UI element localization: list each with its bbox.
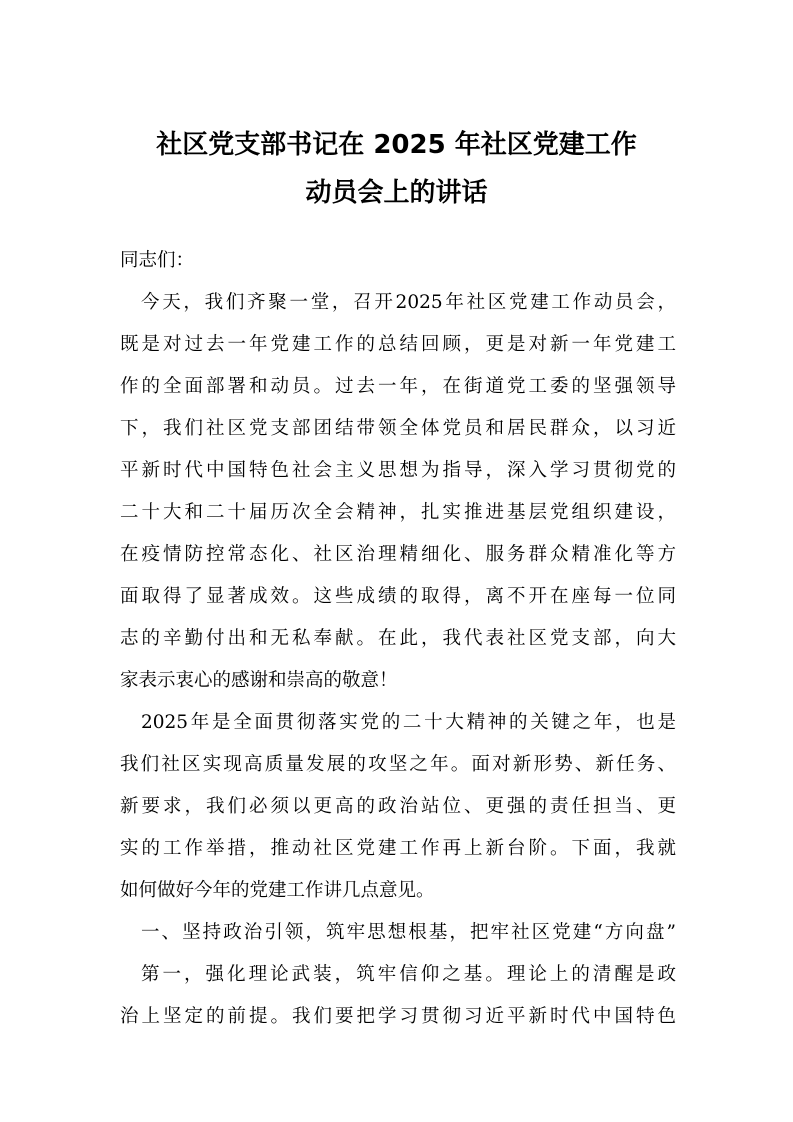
paragraph-line: 2025年是全面贯彻落实党的二十大精神的关键之年，也是 [141,712,676,733]
paragraph-line: 实的工作举措，推动社区党建工作再上新台阶。下面，我就 [120,838,676,859]
paragraph-line: 二十大和二十届历次全会精神，扎实推进基层党组织建设， [120,502,676,523]
paragraph-line: 下，我们社区党支部团结带领全体党员和居民群众，以习近 [120,418,676,439]
paragraph-line: 面取得了显著成效。这些成绩的取得，离不开在座每一位同 [120,586,676,607]
paragraph-line: 在疫情防控常态化、社区治理精细化、服务群众精准化等方 [120,544,676,565]
paragraph-line: 我们社区实现高质量发展的攻坚之年。面对新形势、新任务、 [120,754,676,775]
salutation: 同志们： [120,250,195,271]
section-heading: 一、坚持政治引领，筑牢思想根基，把牢社区党建“方向盘” [141,922,676,943]
paragraph-line: 第一，强化理论武装，筑牢信仰之基。理论上的清醒是政 [141,964,676,985]
paragraph-line: 平新时代中国特色社会主义思想为指导，深入学习贯彻党的 [120,460,676,481]
paragraph-line: 今天，我们齐聚一堂，召开2025年社区党建工作动员会， [141,292,676,313]
paragraph-line: 作的全面部署和动员。过去一年，在街道党工委的坚强领导 [120,376,676,397]
document-title-line-2: 动员会上的讲话 [305,178,488,208]
paragraph-line: 如何做好今年的党建工作讲几点意见。 [120,880,435,901]
document-title-line-1: 社区党支部书记在 2025 年社区党建工作 [156,130,637,160]
paragraph-line: 治上坚定的前提。我们要把学习贯彻习近平新时代中国特色 [120,1006,676,1027]
paragraph-line: 既是对过去一年党建工作的总结回顾，更是对新一年党建工 [120,334,676,355]
paragraph-line: 新要求，我们必须以更高的政治站位、更强的责任担当、更 [120,796,676,817]
paragraph-line: 家表示衷心的感谢和崇高的敬意！ [120,670,398,691]
paragraph-line: 志的辛勤付出和无私奉献。在此，我代表社区党支部，向大 [120,628,676,649]
